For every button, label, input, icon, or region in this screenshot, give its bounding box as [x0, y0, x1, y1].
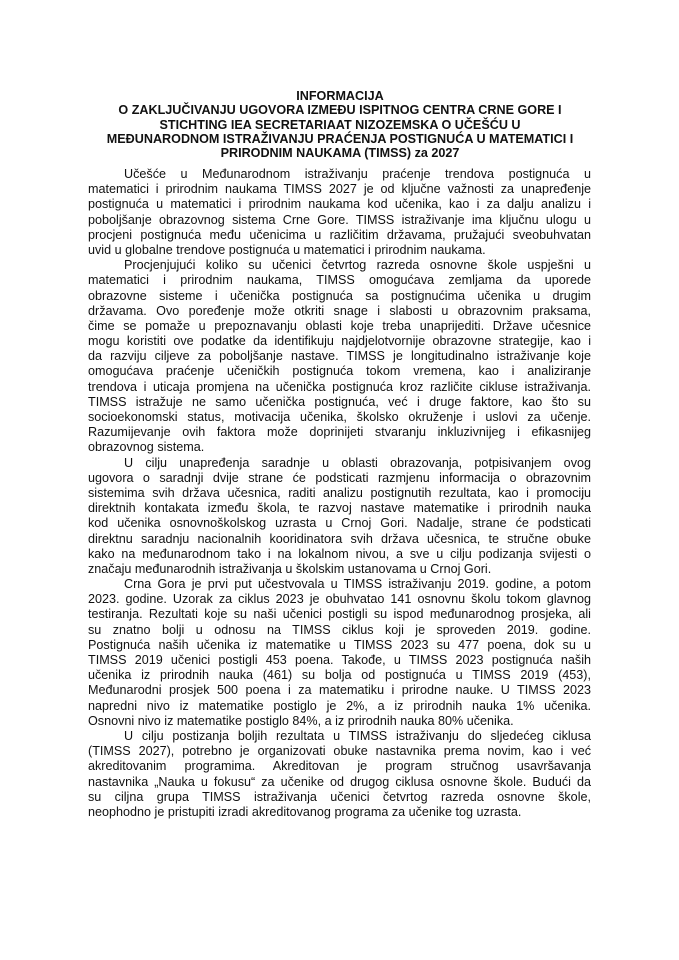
document-title [70, 89, 610, 160]
text-line: kod učenika osnovnoškolskog uzrasta u Crnoj Gori. Nadalje, strane će podsticati [88, 516, 591, 531]
text-line: kako na međunarodnom tako i na lokalnom nivou, a sve u cilju podizanja svijesti o [88, 546, 591, 561]
text-line: postignuća u matematici i prirodnim naukama kod učenika, kao i za dalju analizu i [88, 197, 591, 212]
text-line: neophodno je pristupiti izradi akreditovanog programa za učenike tog uzrasta. [88, 804, 522, 819]
text-line: Učešće u Međunarodnom istraživanju praćenje trendova postignuća u [124, 167, 591, 181]
document-body [88, 167, 591, 820]
text-line: uvid u globalne trendove postignuća u matematici i prirodnim naukama. [88, 242, 486, 257]
text-line: poboljšanje obrazovnog sistema Crne Gore. TIMSS istraživanje ima ključnu ulogu u [88, 212, 591, 227]
text-line: socioekonomski status, motivacija učenika, školsko okruženje i uslovi za učenje. [88, 410, 591, 424]
paragraph [88, 167, 591, 258]
title-line: STICHTING IEA SECRETARIAAT NIZOZEMSKA O UČEŠĆU U [159, 117, 521, 132]
text-line: testiranja. Rezultati koje su naši učenici postigli su ispod međunarodnog prosjeka, ali [88, 607, 591, 622]
text-line: 2023. godine. Uzorak za ciklus 2023 je obuhvatao 141 osnovnu školu tokom glavnog [88, 592, 591, 607]
text-line: (TIMSS 2027), potrebno je organizovati obuke nastavnika prema novim, kao i već [88, 744, 591, 759]
title-heading: INFORMACIJA [296, 89, 384, 103]
text-line: akreditovanim programima. Akreditovan je program stručnog usavršavanja [88, 759, 591, 774]
text-line: omogućava praćenje učeničkih postignuća tokom vremena, kao i analiziranje [88, 364, 591, 379]
text-line: mogu koristiti ove podatke da identifikuju najdjelotvornije obrazovne strategije, kao i [88, 334, 591, 349]
text-line: matematici i prirodnim naukama TIMSS 2027 je od ključne važnosti za unapređenje [88, 182, 591, 197]
text-line: U cilju postizanja boljih rezultata u TIMSS istraživanju do sljedećeg ciklusa [124, 728, 591, 743]
paragraph [88, 577, 591, 729]
text-line: direktnu saradnju nacionalnih kooridinatora svih država učesnica, te stručne obuke [88, 531, 591, 546]
text-line: učenika iz prirodnih nauka (461) su bolja od postignuća u TIMSS 2019 (453), [88, 668, 591, 683]
text-line: Osnovni nivo iz matematike postiglo 84%, a iz prirodnih nauka 80% učenika. [88, 713, 514, 728]
text-line: matematici i prirodnim naukama, TIMSS omogućava zemljama da uporede [88, 273, 591, 288]
paragraph [88, 258, 591, 455]
text-line: Postignuća naših učenika iz matematike u TIMSS 2023 su 477 poena, dok su u [88, 637, 591, 652]
text-line: državama. Ovo poređenje može otkriti snage i slabosti u obrazovnim praksama, [88, 303, 591, 318]
text-line: da razviju ciljeve za poboljšanje nastave. TIMSS je longitudinalno istraživanje koje [88, 349, 591, 364]
text-line: Procjenjujući koliko su učenici četvrtog razreda osnovne škole uspješni u [124, 258, 591, 273]
text-line: procjeni postignuća među učenicima u različitim državama, pružajući sveobuhvatan [88, 227, 591, 242]
text-line: su znatno bolji u odnosu na TIMSS ciklus koji je sproveden 2019. godine. [88, 622, 591, 637]
text-line: sistemima svih država učesnica, raditi analizu postignutih rezultata, kao i promociju [88, 485, 591, 500]
paragraph [88, 729, 591, 820]
text-line: U cilju unapređenja saradnje u oblasti obrazovanja, potpisivanjem ovog [124, 455, 591, 470]
text-line: čime se pomaže u prepoznavanju oblasti koje treba unaprijediti. Države učesnice [88, 318, 591, 333]
text-line: značaju međunarodnih istraživanja u školskim ustanovama u Crnoj Gori. [88, 561, 492, 576]
text-line: nastavnika „Nauka u fokusu“ za učenike od drugog ciklusa osnovne škole. Budući da [88, 774, 591, 789]
text-line: obrazovnog sistema. [88, 440, 205, 455]
paragraph [88, 456, 591, 578]
text-line: ugovora o saradnji dvije strane će podsticati razmjenu informacija o obrazovnim [88, 470, 591, 485]
text-line: Crna Gora je prvi put učestvovala u TIMSS istraživanju 2019. godine, a potom [124, 577, 591, 592]
text-line: trendova i uticaja promjena na učenička postignuća kroz različite cikluse istraživanja. [88, 379, 591, 394]
text-line: TIMSS 2019 učenici postigli 453 poena. Takođe, u TIMSS 2023 postignuća naših [88, 653, 591, 667]
title-line: O ZAKLJUČIVANJU UGOVORA IZMEĐU ISPITNOG CENTRA CRNE GORE I [118, 103, 562, 118]
text-line: obrazovne sisteme i učenička postignuća sa postignućima učenika u drugim [88, 288, 591, 303]
text-line: Razumijevanje ovih faktora može doprinijeti stvaranju inkluzivnijeg i efikasnijeg [88, 425, 591, 440]
text-line: direktnih kontakata između škola, te razvoj nastave matematike i prirodnih nauka [88, 501, 591, 516]
title-line: PRIRODNIM NAUKAMA (TIMSS) za 2027 [220, 146, 460, 161]
text-line: napredni nivo iz matematike postiglo je 2%, a iz prirodnih nauka 1% učenika. [88, 698, 591, 713]
text-line: Međunarodni prosjek 500 poena i za matematiku i prirodne nauke. U TIMSS 2023 [88, 683, 591, 698]
text-line: su ciljna grupa TIMSS istraživanja učenici četvrtog razreda osnovne škole, [88, 789, 591, 804]
text-line: TIMSS istražuje ne samo učenička postignuća, već i druge faktore, kao što su [88, 394, 591, 409]
title-line: MEĐUNARODNOM ISTRAŽIVANJU PRAĆENJA POSTIGNUĆA U MATEMATICI I [106, 131, 574, 146]
